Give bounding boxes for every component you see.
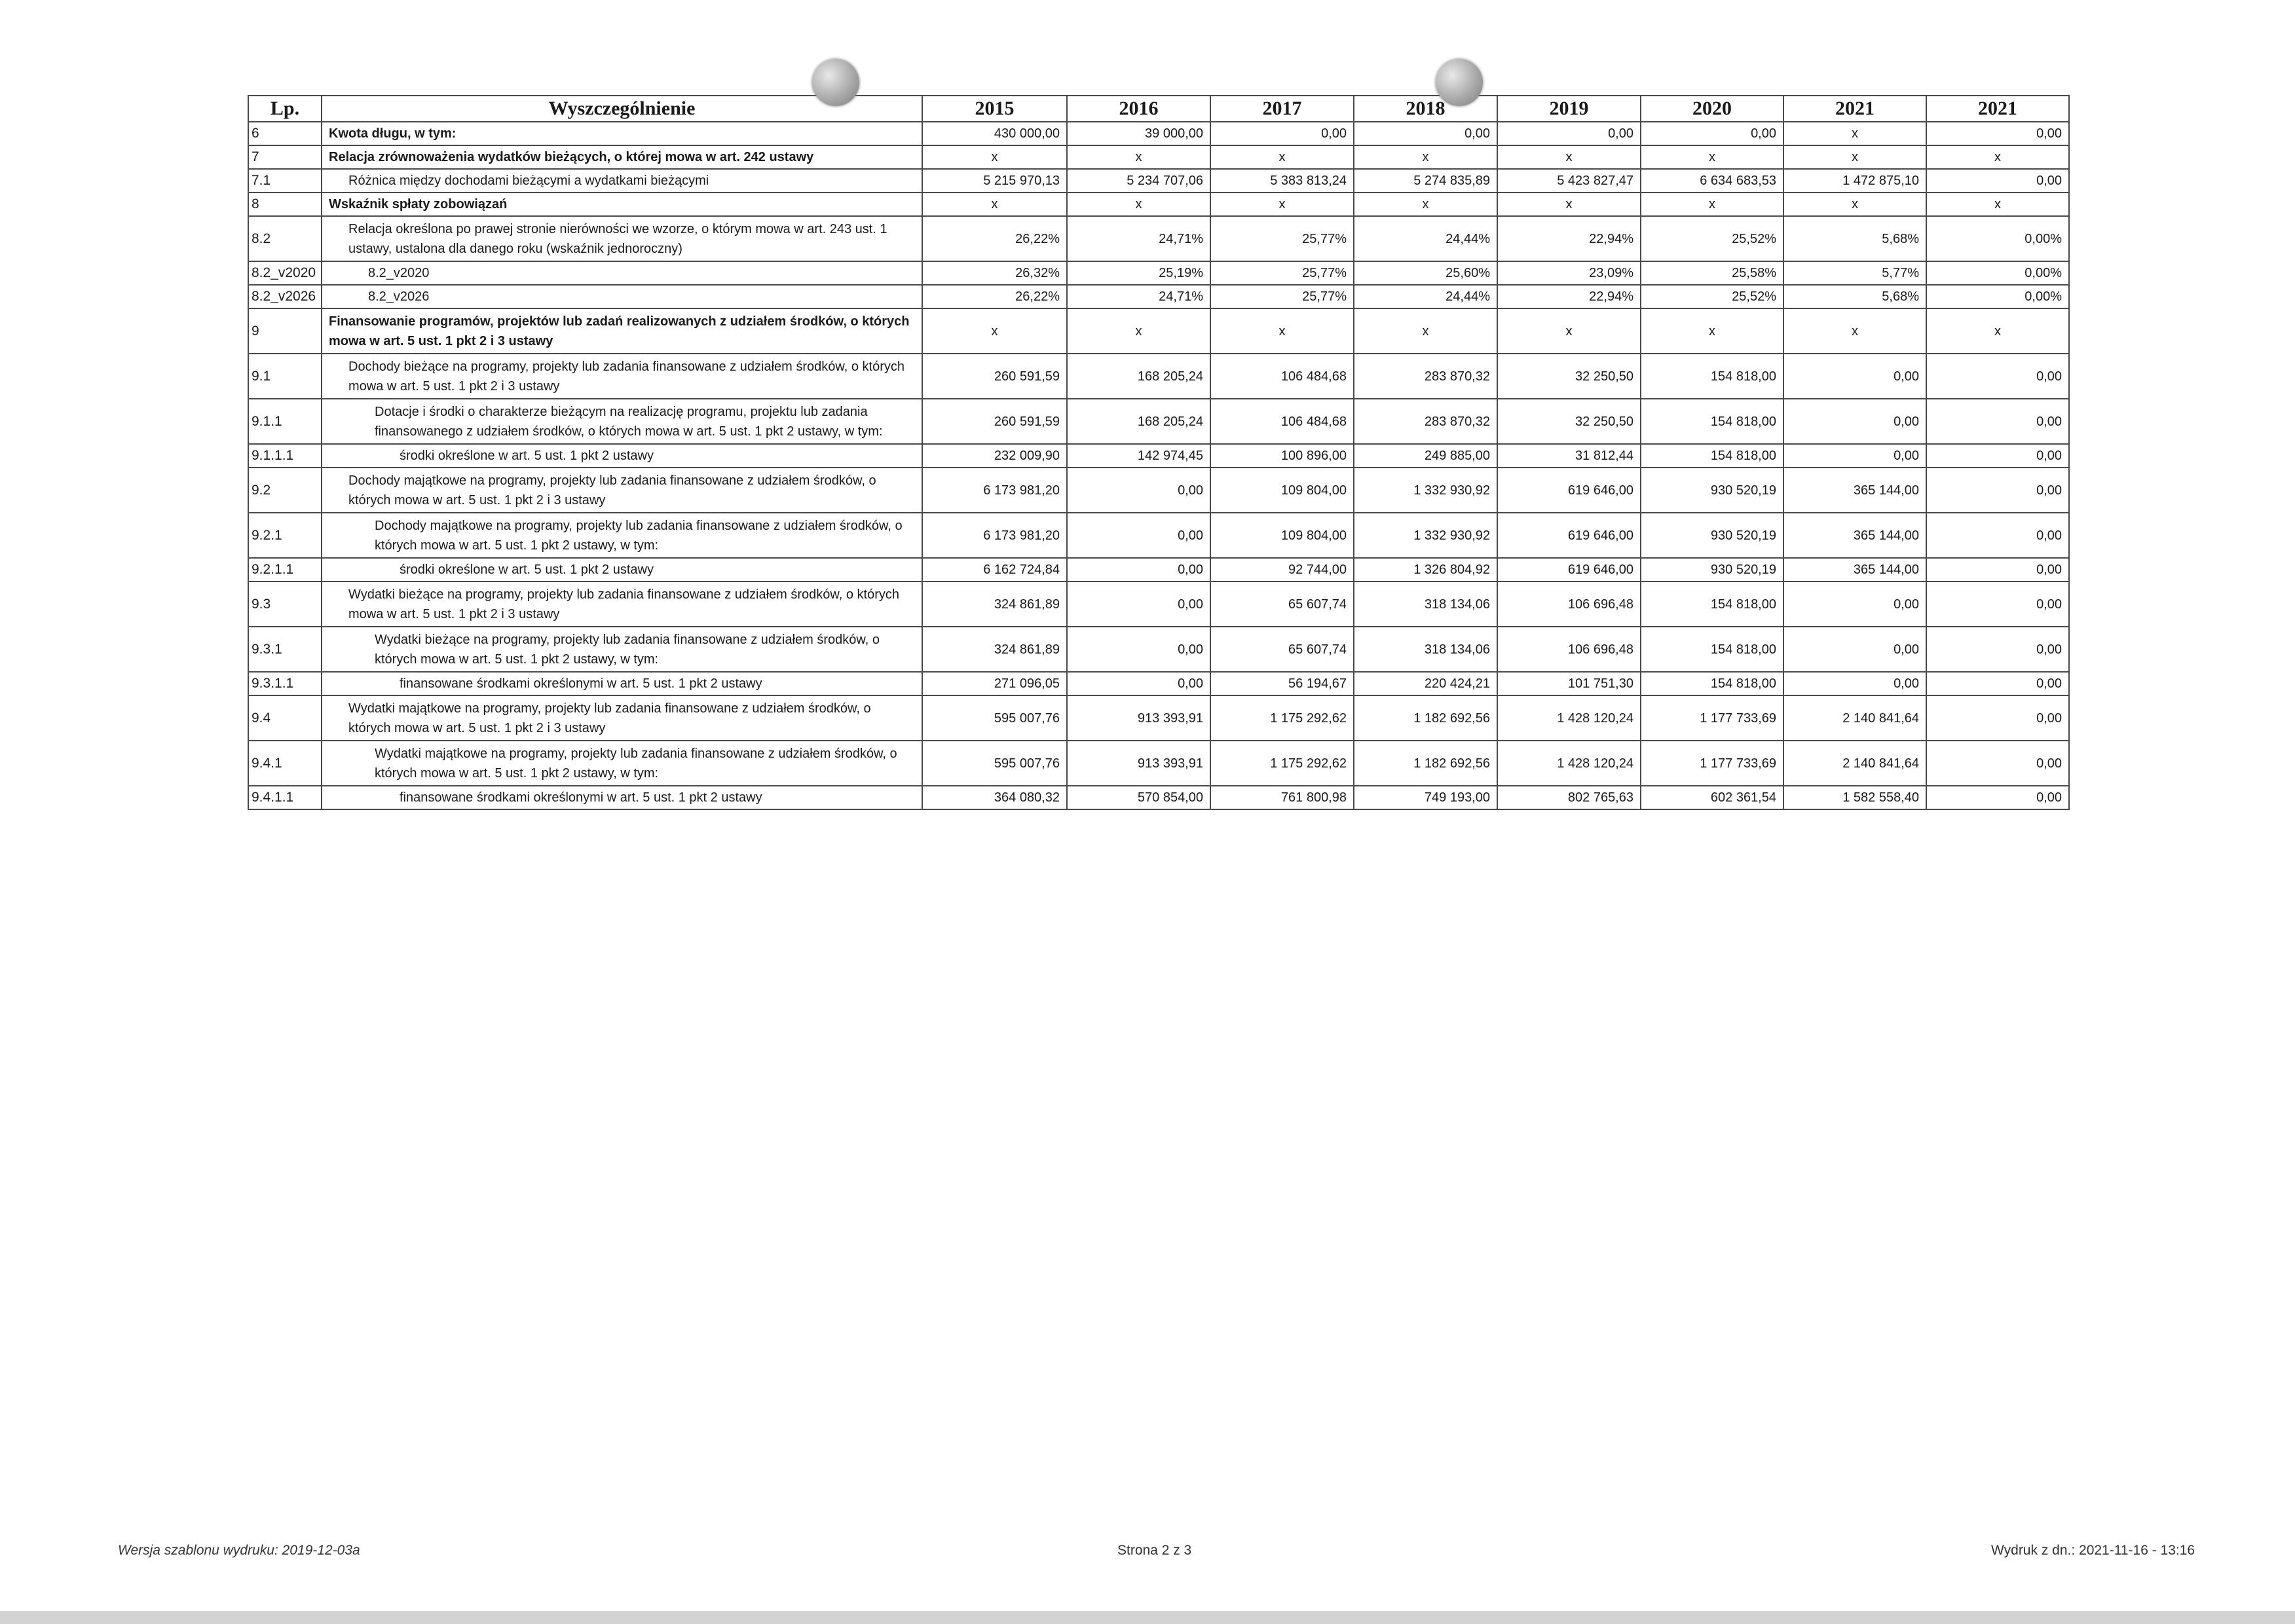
row-value-cell: 0,00 [1926, 354, 2069, 399]
row-value-cell: 260 591,59 [922, 399, 1067, 444]
row-value-cell: 749 193,00 [1354, 786, 1497, 809]
row-description: Różnica między dochodami bieżącymi a wydatkami bieżącymi [322, 169, 922, 193]
header-year: 2019 [1497, 96, 1641, 122]
table-row [248, 513, 2069, 558]
row-value-cell: 39 000,00 [1067, 122, 1210, 145]
row-value-cell: x [1926, 193, 2069, 216]
row-lp: 9.1.1 [248, 399, 322, 444]
header-year: 2020 [1641, 96, 1783, 122]
row-value-cell: 142 974,45 [1067, 444, 1210, 468]
row-value-cell: 0,00 [1783, 444, 1926, 468]
row-description: Relacja zrównoważenia wydatków bieżących, o której mowa w art. 242 ustawy [322, 145, 922, 169]
row-description: Finansowanie programów, projektów lub zadań realizowanych z udziałem środków, o których mowa w art. 5 ust. 1 pkt 2 i 3 ustawy [322, 308, 922, 354]
row-value-cell: 365 144,00 [1783, 513, 1926, 558]
row-value-cell: 0,00 [1926, 122, 2069, 145]
row-value-cell: 619 646,00 [1497, 468, 1641, 513]
row-value-cell: x [1354, 193, 1497, 216]
row-value-cell: 25,60% [1354, 261, 1497, 285]
row-lp: 8.2_v2026 [248, 285, 322, 308]
row-value-cell: 101 751,30 [1497, 672, 1641, 695]
row-value-cell: 168 205,24 [1067, 354, 1210, 399]
row-value-cell: 364 080,32 [922, 786, 1067, 809]
row-value-cell: x [922, 193, 1067, 216]
row-description: Relacja określona po prawej stronie nierówności we wzorze, o którym mowa w art. 243 ust. 1 ustawy, ustalona dla danego roku (wskaźnik jednoroczny) [322, 216, 922, 261]
row-description: finansowane środkami określonymi w art. 5 ust. 1 pkt 2 ustawy [322, 672, 922, 695]
row-value-cell: 5,68% [1783, 216, 1926, 261]
row-lp: 9.2 [248, 468, 322, 513]
row-value-cell: x [1354, 145, 1497, 169]
row-lp: 9.3 [248, 581, 322, 627]
row-description: Wydatki bieżące na programy, projekty lub zadania finansowane z udziałem środków, o których mowa w art. 5 ust. 1 pkt 2 i 3 ustawy [322, 581, 922, 627]
row-value-cell: 100 896,00 [1210, 444, 1354, 468]
row-value-cell: 602 361,54 [1641, 786, 1783, 809]
row-value-cell: 24,71% [1067, 216, 1210, 261]
row-value-cell: 1 177 733,69 [1641, 741, 1783, 786]
row-value-cell: 619 646,00 [1497, 558, 1641, 581]
table-body [248, 122, 2069, 809]
row-value-cell: 32 250,50 [1497, 399, 1641, 444]
row-value-cell: 23,09% [1497, 261, 1641, 285]
row-description: Dochody majątkowe na programy, projekty lub zadania finansowane z udziałem środków, o których mowa w art. 5 ust. 1 pkt 2 i 3 ustawy [322, 468, 922, 513]
row-value-cell: 318 134,06 [1354, 627, 1497, 672]
row-value-cell: 56 194,67 [1210, 672, 1354, 695]
row-value-cell: 0,00 [1783, 672, 1926, 695]
row-lp: 9.4.1 [248, 741, 322, 786]
row-value-cell: x [1641, 145, 1783, 169]
row-value-cell: 220 424,21 [1354, 672, 1497, 695]
table-row [248, 193, 2069, 216]
row-value-cell: x [1641, 308, 1783, 354]
row-value-cell: 430 000,00 [922, 122, 1067, 145]
row-lp: 6 [248, 122, 322, 145]
row-value-cell: 570 854,00 [1067, 786, 1210, 809]
row-value-cell: 1 472 875,10 [1783, 169, 1926, 193]
row-value-cell: 0,00% [1926, 261, 2069, 285]
row-lp: 9.2.1.1 [248, 558, 322, 581]
row-value-cell: 65 607,74 [1210, 627, 1354, 672]
row-value-cell: 26,22% [922, 216, 1067, 261]
row-value-cell: x [1210, 193, 1354, 216]
row-value-cell: 25,77% [1210, 261, 1354, 285]
row-description: Dotacje i środki o charakterze bieżącym na realizację programu, projektu lub zadania finansowanego z udziałem środków, o których mowa w art. 5 ust. 1 pkt 2 ustawy, w tym: [322, 399, 922, 444]
row-value-cell: 0,00 [1354, 122, 1497, 145]
row-lp: 8.2_v2020 [248, 261, 322, 285]
row-lp: 9.1.1.1 [248, 444, 322, 468]
print-date-label: Wydruk z dn.: 2021-11-16 - 13:16 [1991, 1543, 2195, 1558]
row-value-cell: 0,00 [1926, 627, 2069, 672]
row-value-cell: 25,58% [1641, 261, 1783, 285]
row-value-cell: 0,00 [1497, 122, 1641, 145]
row-value-cell: 24,44% [1354, 216, 1497, 261]
row-value-cell: 154 818,00 [1641, 672, 1783, 695]
row-value-cell: 26,32% [922, 261, 1067, 285]
punch-hole-left [812, 59, 859, 106]
row-value-cell: x [1067, 193, 1210, 216]
row-value-cell: 6 173 981,20 [922, 513, 1067, 558]
row-description: 8.2_v2026 [322, 285, 922, 308]
table-row [248, 741, 2069, 786]
row-value-cell: 913 393,91 [1067, 695, 1210, 741]
row-lp: 9.3.1 [248, 627, 322, 672]
table-row [248, 354, 2069, 399]
row-value-cell: x [1067, 308, 1210, 354]
row-value-cell: x [1783, 193, 1926, 216]
table-row [248, 558, 2069, 581]
row-value-cell: 92 744,00 [1210, 558, 1354, 581]
scanner-edge-strip [0, 1611, 2295, 1624]
row-value-cell: 109 804,00 [1210, 468, 1354, 513]
header-lp: Lp. [248, 96, 322, 122]
row-value-cell: x [1497, 193, 1641, 216]
row-value-cell: 0,00 [1067, 581, 1210, 627]
row-value-cell: 1 582 558,40 [1783, 786, 1926, 809]
table-row [248, 308, 2069, 354]
row-lp: 7.1 [248, 169, 322, 193]
row-value-cell: 0,00 [1926, 695, 2069, 741]
table-header-row [248, 96, 2069, 122]
row-lp: 9 [248, 308, 322, 354]
row-value-cell: x [1783, 122, 1926, 145]
row-value-cell: 1 177 733,69 [1641, 695, 1783, 741]
template-version-label: Wersja szablonu wydruku: 2019-12-03a [118, 1543, 360, 1558]
row-value-cell: 24,71% [1067, 285, 1210, 308]
row-value-cell: x [1067, 145, 1210, 169]
row-value-cell: 283 870,32 [1354, 354, 1497, 399]
row-lp: 8.2 [248, 216, 322, 261]
row-value-cell: 5 234 707,06 [1067, 169, 1210, 193]
row-value-cell: x [1926, 145, 2069, 169]
row-value-cell: 154 818,00 [1641, 627, 1783, 672]
row-value-cell: x [1783, 308, 1926, 354]
row-description: Wydatki bieżące na programy, projekty lub zadania finansowane z udziałem środków, o których mowa w art. 5 ust. 1 pkt 2 ustawy, w tym: [322, 627, 922, 672]
row-value-cell: 5 274 835,89 [1354, 169, 1497, 193]
row-value-cell: 365 144,00 [1783, 558, 1926, 581]
row-value-cell: 109 804,00 [1210, 513, 1354, 558]
table-row [248, 399, 2069, 444]
row-value-cell: 32 250,50 [1497, 354, 1641, 399]
table-row [248, 444, 2069, 468]
row-value-cell: x [1783, 145, 1926, 169]
table-row [248, 169, 2069, 193]
row-value-cell: 22,94% [1497, 216, 1641, 261]
row-description: Kwota długu, w tym: [322, 122, 922, 145]
row-value-cell: 0,00 [1926, 581, 2069, 627]
row-value-cell: 5,77% [1783, 261, 1926, 285]
header-year: 2017 [1210, 96, 1354, 122]
row-value-cell: 271 096,05 [922, 672, 1067, 695]
row-value-cell: 0,00 [1783, 399, 1926, 444]
row-value-cell: 24,44% [1354, 285, 1497, 308]
row-value-cell: 154 818,00 [1641, 444, 1783, 468]
row-value-cell: 106 484,68 [1210, 354, 1354, 399]
table-row [248, 145, 2069, 169]
table-row [248, 285, 2069, 308]
budget-table-sheet [248, 95, 2068, 810]
row-value-cell: 0,00 [1926, 169, 2069, 193]
table-row [248, 261, 2069, 285]
row-value-cell: 1 182 692,56 [1354, 741, 1497, 786]
row-value-cell: 249 885,00 [1354, 444, 1497, 468]
row-value-cell: x [1497, 145, 1641, 169]
punch-hole-right [1436, 59, 1483, 106]
row-description: Dochody majątkowe na programy, projekty lub zadania finansowane z udziałem środków, o których mowa w art. 5 ust. 1 pkt 2 ustawy, w tym: [322, 513, 922, 558]
row-value-cell: x [1210, 145, 1354, 169]
row-value-cell: 595 007,76 [922, 695, 1067, 741]
table-row [248, 786, 2069, 809]
row-description: Wskaźnik spłaty zobowiązań [322, 193, 922, 216]
row-value-cell: 0,00 [1783, 581, 1926, 627]
row-value-cell: 0,00 [1926, 786, 2069, 809]
row-description: Wydatki majątkowe na programy, projekty lub zadania finansowane z udziałem środków, o których mowa w art. 5 ust. 1 pkt 2 i 3 ustawy [322, 695, 922, 741]
row-value-cell: 0,00 [1067, 513, 1210, 558]
row-value-cell: 283 870,32 [1354, 399, 1497, 444]
row-lp: 9.2.1 [248, 513, 322, 558]
row-value-cell: 1 428 120,24 [1497, 695, 1641, 741]
row-value-cell: x [922, 308, 1067, 354]
row-value-cell: 232 009,90 [922, 444, 1067, 468]
row-value-cell: 318 134,06 [1354, 581, 1497, 627]
row-value-cell: 0,00 [1926, 444, 2069, 468]
row-value-cell: 802 765,63 [1497, 786, 1641, 809]
row-description: Dochody bieżące na programy, projekty lub zadania finansowane z udziałem środków, o których mowa w art. 5 ust. 1 pkt 2 i 3 ustawy [322, 354, 922, 399]
row-description: środki określone w art. 5 ust. 1 pkt 2 ustawy [322, 444, 922, 468]
row-value-cell: 168 205,24 [1067, 399, 1210, 444]
row-value-cell: 106 484,68 [1210, 399, 1354, 444]
row-value-cell: 2 140 841,64 [1783, 695, 1926, 741]
row-value-cell: 324 861,89 [922, 581, 1067, 627]
row-value-cell: 6 162 724,84 [922, 558, 1067, 581]
row-value-cell: 5,68% [1783, 285, 1926, 308]
row-value-cell: x [1210, 308, 1354, 354]
row-description: finansowane środkami określonymi w art. 5 ust. 1 pkt 2 ustawy [322, 786, 922, 809]
row-value-cell: 1 332 930,92 [1354, 513, 1497, 558]
row-value-cell: 1 428 120,24 [1497, 741, 1641, 786]
row-value-cell: 26,22% [922, 285, 1067, 308]
header-year: 2021 [1926, 96, 2069, 122]
row-value-cell: 1 332 930,92 [1354, 468, 1497, 513]
row-value-cell: 260 591,59 [922, 354, 1067, 399]
row-value-cell: 0,00 [1926, 741, 2069, 786]
row-value-cell: 0,00 [1783, 354, 1926, 399]
row-value-cell: 0,00% [1926, 285, 2069, 308]
row-value-cell: x [1354, 308, 1497, 354]
table-row [248, 216, 2069, 261]
row-value-cell: 25,52% [1641, 216, 1783, 261]
row-value-cell: 25,19% [1067, 261, 1210, 285]
table-row [248, 468, 2069, 513]
row-value-cell: 1 175 292,62 [1210, 741, 1354, 786]
row-lp: 8 [248, 193, 322, 216]
row-value-cell: 0,00 [1067, 627, 1210, 672]
row-value-cell: 0,00 [1926, 399, 2069, 444]
row-value-cell: 365 144,00 [1783, 468, 1926, 513]
row-lp: 9.4 [248, 695, 322, 741]
row-value-cell: 0,00 [1067, 558, 1210, 581]
header-year: 2018 [1354, 96, 1497, 122]
row-value-cell: 0,00 [1926, 672, 2069, 695]
row-value-cell: 154 818,00 [1641, 581, 1783, 627]
row-value-cell: 930 520,19 [1641, 558, 1783, 581]
row-value-cell: 0,00 [1210, 122, 1354, 145]
row-value-cell: 2 140 841,64 [1783, 741, 1926, 786]
row-value-cell: 25,77% [1210, 216, 1354, 261]
row-value-cell: 761 800,98 [1210, 786, 1354, 809]
row-value-cell: 6 173 981,20 [922, 468, 1067, 513]
page-number-label: Strona 2 z 3 [1117, 1543, 1192, 1558]
row-lp: 9.1 [248, 354, 322, 399]
table-row [248, 627, 2069, 672]
row-value-cell: 0,00 [1783, 627, 1926, 672]
row-value-cell: 595 007,76 [922, 741, 1067, 786]
row-lp: 7 [248, 145, 322, 169]
header-year: 2015 [922, 96, 1067, 122]
row-value-cell: 5 215 970,13 [922, 169, 1067, 193]
row-value-cell: 25,52% [1641, 285, 1783, 308]
table-row [248, 581, 2069, 627]
row-lp: 9.4.1.1 [248, 786, 322, 809]
row-value-cell: 25,77% [1210, 285, 1354, 308]
row-value-cell: 1 175 292,62 [1210, 695, 1354, 741]
row-value-cell: 930 520,19 [1641, 468, 1783, 513]
row-value-cell: 5 383 813,24 [1210, 169, 1354, 193]
row-value-cell: 31 812,44 [1497, 444, 1641, 468]
row-value-cell: 324 861,89 [922, 627, 1067, 672]
row-value-cell: 65 607,74 [1210, 581, 1354, 627]
row-value-cell: 154 818,00 [1641, 354, 1783, 399]
header-year: 2021 [1783, 96, 1926, 122]
row-value-cell: 6 634 683,53 [1641, 169, 1783, 193]
row-value-cell: 5 423 827,47 [1497, 169, 1641, 193]
row-value-cell: x [1641, 193, 1783, 216]
header-description: Wyszczególnienie [322, 96, 922, 122]
row-value-cell: 0,00 [1926, 513, 2069, 558]
row-description: środki określone w art. 5 ust. 1 pkt 2 ustawy [322, 558, 922, 581]
row-value-cell: x [1926, 308, 2069, 354]
row-description: 8.2_v2020 [322, 261, 922, 285]
row-value-cell: 0,00 [1926, 468, 2069, 513]
table-row [248, 122, 2069, 145]
row-value-cell: x [1497, 308, 1641, 354]
table-row [248, 695, 2069, 741]
row-value-cell: 106 696,48 [1497, 581, 1641, 627]
table-row [248, 672, 2069, 695]
row-value-cell: 0,00 [1067, 672, 1210, 695]
row-value-cell: 22,94% [1497, 285, 1641, 308]
row-value-cell: 0,00% [1926, 216, 2069, 261]
budget-table [248, 95, 2070, 810]
row-value-cell: 0,00 [1067, 468, 1210, 513]
row-value-cell: 913 393,91 [1067, 741, 1210, 786]
header-year: 2016 [1067, 96, 1210, 122]
row-value-cell: 0,00 [1926, 558, 2069, 581]
row-value-cell: 0,00 [1641, 122, 1783, 145]
row-value-cell: 1 182 692,56 [1354, 695, 1497, 741]
row-description: Wydatki majątkowe na programy, projekty lub zadania finansowane z udziałem środków, o których mowa w art. 5 ust. 1 pkt 2 ustawy, w tym: [322, 741, 922, 786]
row-value-cell: 106 696,48 [1497, 627, 1641, 672]
row-value-cell: 619 646,00 [1497, 513, 1641, 558]
row-value-cell: x [922, 145, 1067, 169]
row-value-cell: 1 326 804,92 [1354, 558, 1497, 581]
row-lp: 9.3.1.1 [248, 672, 322, 695]
row-value-cell: 154 818,00 [1641, 399, 1783, 444]
row-value-cell: 930 520,19 [1641, 513, 1783, 558]
